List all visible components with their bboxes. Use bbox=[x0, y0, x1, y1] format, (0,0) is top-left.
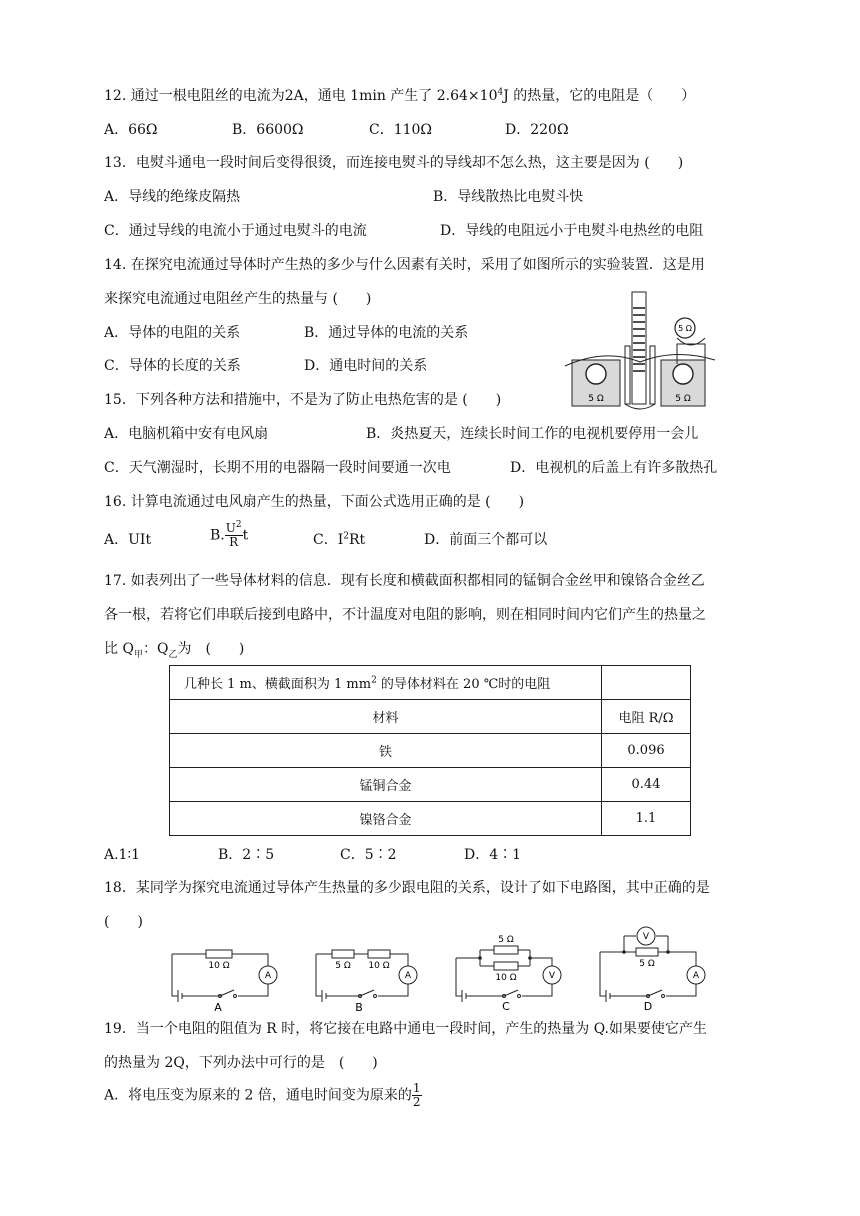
ammeter-icon: A bbox=[264, 971, 272, 981]
q14-stem-line2: 来探究电流通过电阻丝产生的热量与 ( ) bbox=[104, 291, 372, 307]
q15-option-a: A．电脑机箱中安有电风扇 bbox=[104, 426, 269, 442]
q16-option-a: A．UIt bbox=[104, 532, 152, 548]
q15-option-c: C．天气潮湿时，长期不用的电器隔一段时间要通一次电 bbox=[104, 460, 451, 476]
q17-stem-line2: 各一根，若将它们串联后接到电路中，不计温度对电阻的影响，则在相同时间内它们产生的热量之 bbox=[104, 607, 706, 623]
circuit-c-label: C bbox=[502, 1000, 510, 1013]
table-row bbox=[170, 802, 691, 836]
table-header-resistance: 电阻 R/Ω bbox=[602, 700, 691, 734]
q19-stem-line1: 19．当一个电阻的阻值为 R 时，将它接在电路中通电一段时间，产生的热量为 Q.如果要使它产生 bbox=[104, 1021, 707, 1037]
circuit-c-resistor1-label: 5 Ω bbox=[498, 935, 514, 945]
circuit-a-diagram bbox=[168, 946, 283, 1012]
q19-stem-line2: 的热量为 2Q，下列办法中可行的是 ( ) bbox=[104, 1055, 378, 1071]
ammeter-icon: A bbox=[692, 971, 700, 981]
circuit-c-resistor2-label: 10 Ω bbox=[495, 973, 517, 983]
table-cell-value: 1.1 bbox=[602, 802, 691, 836]
q19-option-a: A．将电压变为原来的 2 倍，通电时间变为原来的 $\frac{1}{2}$ bbox=[104, 1081, 421, 1109]
q17-option-b: B．2∶5 bbox=[218, 847, 275, 863]
table-row bbox=[170, 734, 691, 768]
q18-stem-line2: ( ) bbox=[104, 914, 143, 930]
table-cell-material: 铁 bbox=[170, 734, 602, 768]
q13-option-c: C．通过导线的电流小于通过电熨斗的电流 bbox=[104, 223, 367, 239]
q16-option-d: D．前面三个都可以 bbox=[424, 532, 548, 548]
circuit-a-label: A bbox=[214, 1001, 222, 1014]
voltmeter-icon: V bbox=[548, 971, 556, 981]
q13-option-a: A．导线的绝缘皮隔热 bbox=[104, 189, 241, 205]
table-cell-value: 0.096 bbox=[602, 734, 691, 768]
table-cell-material: 镍铬合金 bbox=[170, 802, 602, 836]
q14-stem-line1: 14. 在探究电流通过导体时产生热的多少与什么因素有关时，采用了如图所示的实验装置．这是用 bbox=[104, 257, 705, 273]
circuit-c-diagram bbox=[452, 930, 577, 1012]
q17-option-d: D．4∶1 bbox=[464, 847, 522, 863]
q16-option-c: C．$I^2Rt$ bbox=[313, 531, 366, 548]
table-row bbox=[170, 768, 691, 802]
ammeter-icon: A bbox=[404, 971, 412, 981]
voltmeter-icon: V bbox=[642, 932, 650, 942]
q15-option-b: B．炎热夏天，连续长时间工作的电视机要停用一会儿 bbox=[366, 426, 699, 442]
q14-apparatus-figure bbox=[565, 288, 715, 413]
circuit-b-resistor1-label: 5 Ω bbox=[335, 961, 351, 971]
q15-stem: 15．下列各种方法和措施中，不是为了防止电热危害的是 ( ) bbox=[104, 392, 502, 408]
q16-option-b: B. $\frac{U^2}{R}$ t bbox=[210, 520, 249, 549]
circuit-d-label: D bbox=[643, 1000, 653, 1013]
q14-left-box-label: 5 Ω bbox=[588, 394, 604, 404]
q18-stem-line1: 18．某同学为探究电流通过导体产生热量的多少跟电阻的关系，设计了如下电路图，其中正确的是 bbox=[104, 880, 710, 896]
circuit-b-resistor2-label: 10 Ω bbox=[368, 961, 390, 971]
q14-bulb-label: 5 Ω bbox=[678, 324, 692, 333]
q16-stem: 16. 计算电流通过电风扇产生的热量，下面公式选用正确的是 ( ) bbox=[104, 494, 525, 510]
circuit-b-label: B bbox=[355, 1001, 363, 1014]
q14-option-c: C．导体的长度的关系 bbox=[104, 358, 241, 374]
circuit-d-resistor-label: 5 Ω bbox=[639, 959, 655, 969]
q13-option-d: D．导线的电阻远小于电熨斗电热丝的电阻 bbox=[440, 223, 704, 239]
q12-option-a: A．66Ω bbox=[104, 122, 158, 138]
circuit-a-resistor-label: 10 Ω bbox=[208, 961, 230, 971]
q14-option-b: B．通过导体的电流的关系 bbox=[304, 325, 469, 341]
q12-stem: 12. 通过一根电阻丝的电流为2A，通电 1min 产生了 $2.64\times 10^4J$ 的热量，它的电阻是（ ） bbox=[104, 87, 696, 104]
q13-option-b: B．导线散热比电熨斗快 bbox=[433, 189, 584, 205]
q14-option-a: A．导体的电阻的关系 bbox=[104, 325, 241, 341]
resistance-table bbox=[169, 665, 691, 836]
circuit-d-diagram bbox=[596, 924, 711, 1012]
q12-option-c: C．110Ω bbox=[369, 122, 433, 138]
q17-stem-line1: 17. 如表列出了一些导体材料的信息．现有长度和横截面积都相同的锰铜合金丝甲和镍铬合金丝乙 bbox=[104, 573, 705, 589]
q14-right-box-label: 5 Ω bbox=[675, 394, 691, 404]
q15-option-d: D．电视机的后盖上有许多散热孔 bbox=[510, 460, 718, 476]
table-caption: 几种长 1 m、横截面积为 1 $mm^2$ 的导体材料在 20 ℃时的电阻 bbox=[170, 666, 602, 700]
table-caption-empty-cell bbox=[602, 666, 691, 700]
q12-option-d: D．220Ω bbox=[505, 122, 569, 138]
q13-stem: 13．电熨斗通电一段时间后变得很烫，而连接电熨斗的导线却不怎么热，这主要是因为 ( ) bbox=[104, 155, 684, 171]
q17-option-c: C．5∶2 bbox=[340, 847, 397, 863]
q17-stem-line3: 比 $Q_甲$：$Q_乙$为 ( ) bbox=[104, 641, 245, 660]
table-cell-value: 0.44 bbox=[602, 768, 691, 802]
q12-option-b: B．6600Ω bbox=[232, 122, 304, 138]
circuit-b-diagram bbox=[312, 946, 427, 1012]
q14-option-d: D．通电时间的关系 bbox=[304, 358, 428, 374]
table-header-material: 材料 bbox=[170, 700, 602, 734]
table-cell-material: 锰铜合金 bbox=[170, 768, 602, 802]
q17-option-a: A.1∶1 bbox=[104, 847, 141, 863]
